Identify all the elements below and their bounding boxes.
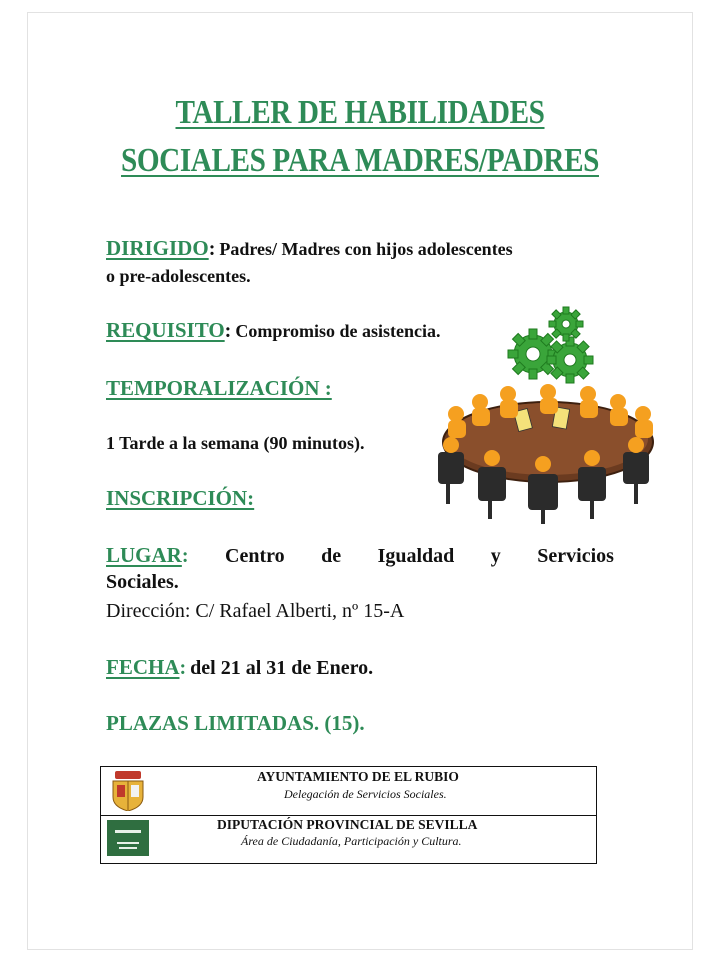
lugar-word-4: y [490,545,501,567]
dirigido-text-2: o pre-adolescentes. [106,266,251,286]
fecha-line [106,655,373,680]
lugar-sep: : [181,545,189,567]
plazas-limitadas: PLAZAS LIMITADAS. (15). [106,711,365,735]
footer-row1-sub: Delegación de Servicios Sociales. [284,787,447,801]
diputacion-logo-mark [107,820,149,856]
lugar-word-5: Servicios [537,545,614,567]
fecha-text: del 21 al 31 de Enero. [190,657,374,679]
lugar-line-2: Sociales. [106,571,179,593]
footer-row2-sub: Área de Ciudadanía, Participación y Cultura. [241,834,462,848]
footer-box [100,766,597,864]
title-line-2: SOCIALES PARA MADRES/PADRES [121,142,599,179]
requisito-sep: : [224,320,232,342]
dirigido-sep: : [208,238,216,260]
inscripcion-label: INSCRIPCIÓN: [106,486,255,510]
footer-row1-title: AYUNTAMIENTO DE EL RUBIO [257,769,459,784]
lugar-line-1 [106,543,614,568]
diputacion-sevilla-logo [107,820,149,856]
meeting-table-gears-illustration [418,302,683,530]
footer-row-ayuntamiento [101,767,596,816]
lugar-word-3: Igualdad [377,545,455,567]
fecha-label: FECHA [106,655,180,679]
lugar-word-1: Centro [225,545,285,567]
temporalizacion-label: TEMPORALIZACIÓN : [106,376,332,400]
dirigido-text-1: Padres/ Madres con hijos adolescentes [219,239,513,259]
dirigido-label: DIRIGIDO [106,236,209,260]
temporalizacion-line [106,376,332,401]
lugar-direccion: Dirección: C/ Rafael Alberti, nº 15-A [106,600,405,622]
lugar-word-2: de [321,545,342,567]
temporalizacion-text: 1 Tarde a la semana (90 minutos). [106,433,365,453]
fecha-sep: : [179,657,187,679]
inscripcion-line [106,486,254,511]
requisito-text: Compromiso de asistencia. [235,321,441,341]
title-line-1: TALLER DE HABILIDADES [175,94,545,131]
footer-row2-title: DIPUTACIÓN PROVINCIAL DE SEVILLA [217,817,478,832]
lugar-label: LUGAR [106,543,182,567]
requisito-line [106,318,441,343]
requisito-label: REQUISITO [106,318,225,342]
footer-row-diputacion [101,816,596,864]
el-rubio-coat-of-arms [109,771,147,811]
dirigido-line-1 [106,236,614,261]
